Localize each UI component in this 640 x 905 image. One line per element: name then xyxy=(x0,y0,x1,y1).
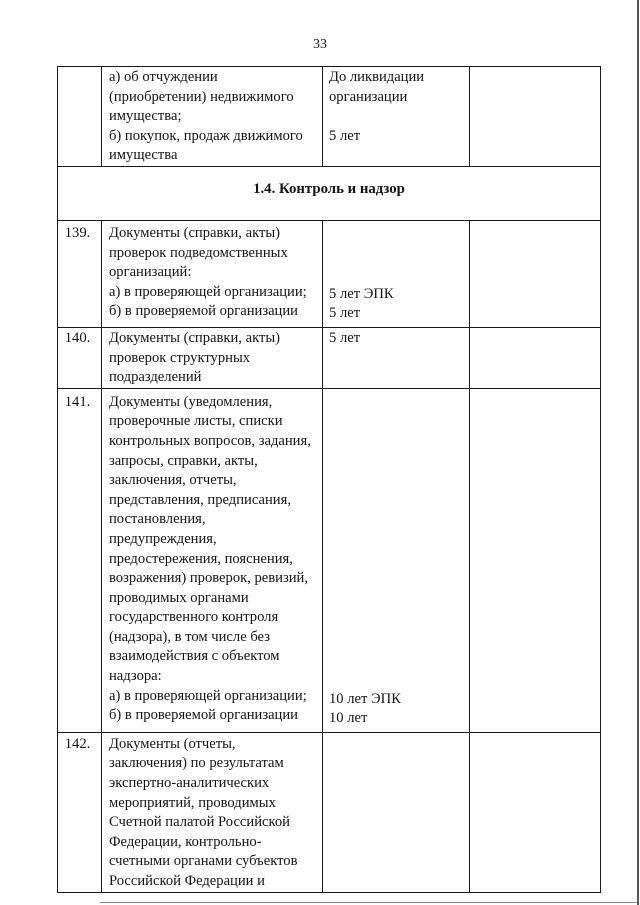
retention-term-cell xyxy=(323,732,470,892)
description-line: проверок подведомственных xyxy=(109,244,288,261)
retention-term-cell xyxy=(323,327,470,388)
description-cell xyxy=(102,327,323,388)
description-line: постановления, xyxy=(109,511,206,528)
retention-term-cell xyxy=(323,67,470,167)
description-line: (надзора), в том числе без xyxy=(109,628,270,645)
description-line: предостережения, пояснения, xyxy=(109,550,293,567)
item-number-cell xyxy=(58,67,102,167)
description-cell xyxy=(102,220,323,327)
description-line: возражения) проверок, ревизий, xyxy=(109,570,309,587)
scan-edge-bottom xyxy=(100,902,637,903)
description-line: а) в проверяющей организации; xyxy=(109,687,307,704)
term-line: 5 лет xyxy=(329,305,361,322)
description-line: Документы (справки, акты) xyxy=(109,224,281,241)
retention-schedule-table xyxy=(57,66,601,893)
description-line: мероприятий, проводимых xyxy=(109,794,276,811)
description-line: экспертно-аналитических xyxy=(109,774,270,791)
table-row xyxy=(58,732,601,892)
notes-cell xyxy=(470,220,601,327)
description-line: проводимых органами xyxy=(109,589,249,606)
notes-cell xyxy=(470,67,601,167)
description-line: Российской Федерации и xyxy=(109,872,265,889)
item-number: 141. xyxy=(58,388,102,732)
description-line: б) покупок, продаж движимого xyxy=(109,127,303,144)
description-line: надзора: xyxy=(109,668,162,685)
description-line: а) в проверяющей организации; xyxy=(109,283,307,300)
description-line: а) об отчуждении xyxy=(109,69,218,85)
description-line: (приобретении) недвижимого xyxy=(109,88,294,105)
section-title: 1.4. Контроль и надзор xyxy=(58,166,601,220)
description-line: имущества xyxy=(109,147,178,164)
section-header-row xyxy=(58,166,601,220)
description-line: представления, предписания, xyxy=(109,491,291,508)
description-line: организаций: xyxy=(109,264,192,281)
table-row xyxy=(58,220,601,327)
description-line: Документы (справки, акты) xyxy=(109,329,281,346)
description-line: взаимодействия с объектом xyxy=(109,648,280,665)
description-line: заключения, отчеты, xyxy=(109,472,237,489)
description-line: Документы (уведомления, xyxy=(109,393,273,410)
description-line: подразделений xyxy=(109,369,202,386)
description-line: предупреждения, xyxy=(109,530,217,547)
table-row xyxy=(58,388,601,732)
retention-term-cell xyxy=(323,220,470,327)
description-line: государственного контроля xyxy=(109,609,279,626)
scan-edge-right xyxy=(637,0,639,905)
description-line: б) в проверяемой организации xyxy=(109,707,298,724)
description-line: имущества; xyxy=(109,108,182,125)
term-line: 10 лет ЭПК xyxy=(329,690,401,707)
description-cell xyxy=(102,732,323,892)
notes-cell xyxy=(470,388,601,732)
item-number: 140. xyxy=(58,327,102,388)
term-line: 5 лет xyxy=(329,329,361,346)
description-line: проверочные листы, списки xyxy=(109,413,283,430)
description-line: контрольных вопросов, задания, xyxy=(109,432,311,449)
term-line: 5 лет xyxy=(329,127,361,144)
term-line: 10 лет xyxy=(329,710,368,727)
description-cell xyxy=(102,388,323,732)
description-line: запросы, справки, акты, xyxy=(109,452,258,469)
notes-cell xyxy=(470,732,601,892)
table-row-continuation xyxy=(58,67,601,167)
item-number: 139. xyxy=(58,220,102,327)
description-line: счетными органами субъектов xyxy=(109,853,298,870)
description-line: Счетной палатой Российской xyxy=(109,814,290,831)
term-line: организации xyxy=(329,88,408,105)
description-line: Федерации, контрольно- xyxy=(109,833,262,850)
term-line: 5 лет ЭПК xyxy=(329,285,394,302)
description-cell xyxy=(102,67,323,167)
description-line: Документы (отчеты, xyxy=(109,735,236,752)
retention-term-cell xyxy=(323,388,470,732)
description-line: проверок структурных xyxy=(109,349,251,366)
description-line: б) в проверяемой организации xyxy=(109,303,298,320)
notes-cell xyxy=(470,327,601,388)
description-line: заключения) по результатам xyxy=(109,755,284,772)
term-line: До ликвидации xyxy=(329,69,425,85)
item-number: 142. xyxy=(58,732,102,892)
page-number: 33 xyxy=(313,37,327,52)
table-row xyxy=(58,327,601,388)
